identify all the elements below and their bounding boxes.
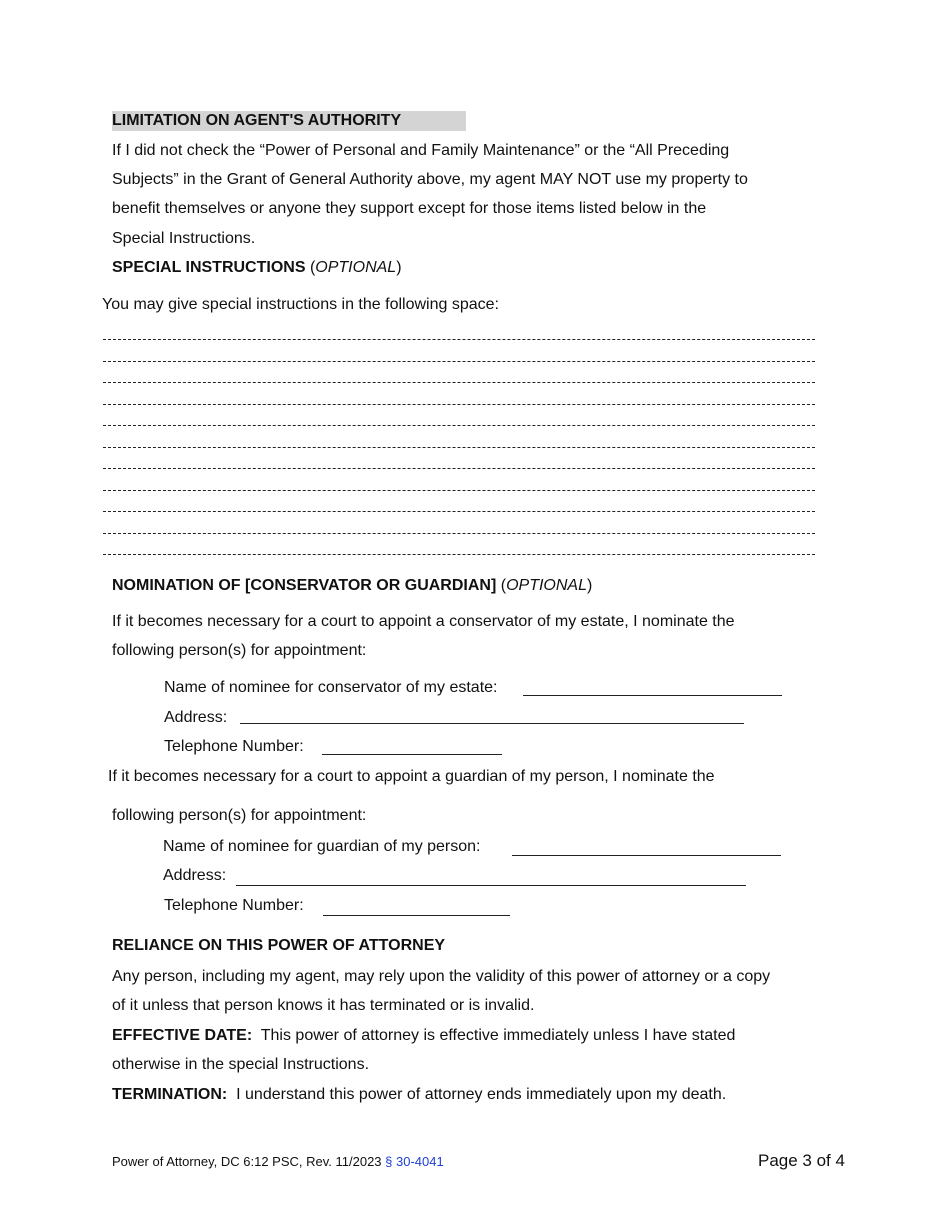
conservator-address-field[interactable] (240, 723, 744, 724)
page-number: Page 3 of 4 (758, 1151, 845, 1170)
special-instructions-line-10[interactable] (103, 533, 815, 534)
special-instructions-line-8[interactable] (103, 490, 815, 491)
guardian-intro-line: If it becomes necessary for a court to appoint a guardian of my person, I nominate the (108, 768, 715, 785)
effective-date-label: EFFECTIVE DATE: (112, 1027, 253, 1044)
effective-date-text: This power of attorney is effective immediately unless I have stated (252, 1027, 736, 1044)
special-instructions-line-4[interactable] (103, 404, 815, 405)
limitation-heading: LIMITATION ON AGENT'S AUTHORITY (112, 111, 466, 131)
limitation-text-line: benefit themselves or anyone they support except for those items listed below in the (112, 200, 707, 217)
limitation-text-line: Special Instructions. (112, 230, 256, 247)
special-open-paren: ( (305, 259, 316, 276)
limitation-text-line: If I did not check the “Power of Personal and Family Maintenance” or the “All Preceding (112, 142, 730, 159)
special-instructions-line-11[interactable] (103, 554, 815, 555)
special-instructions-line-7[interactable] (103, 468, 815, 469)
termination-text: I understand this power of attorney ends immediately upon my death. (227, 1086, 727, 1103)
guardian-address-field[interactable] (236, 885, 746, 886)
guardian-address-label: Address: (163, 867, 227, 884)
guardian-intro-line: following person(s) for appointment: (112, 807, 367, 824)
nomination-heading (112, 576, 592, 596)
conservator-address-label: Address: (164, 709, 228, 726)
special-close-paren: ) (396, 259, 402, 276)
conservator-intro-line: following person(s) for appointment: (112, 642, 367, 659)
conservator-phone-label: Telephone Number: (164, 738, 304, 755)
special-heading-text: SPECIAL INSTRUCTIONS (112, 259, 306, 276)
conservator-name-label: Name of nominee for conservator of my estate: (164, 679, 498, 696)
limitation-text-line: Subjects” in the Grant of General Authority above, my agent MAY NOT use my property to (112, 171, 748, 188)
reliance-heading: RELIANCE ON THIS POWER OF ATTORNEY (112, 937, 446, 954)
nomination-optional-tag: OPTIONAL (506, 577, 587, 594)
effective-date-line-2: otherwise in the special Instructions. (112, 1056, 370, 1073)
special-optional-tag: OPTIONAL (315, 259, 397, 276)
footer-form-text: Power of Attorney, DC 6:12 PSC, Rev. 11/2023 (112, 1154, 386, 1169)
guardian-name-label: Name of nominee for guardian of my person: (163, 838, 481, 855)
statute-link[interactable]: § 30-4041 (385, 1154, 444, 1169)
conservator-phone-field[interactable] (322, 754, 502, 755)
guardian-phone-field[interactable] (323, 915, 510, 916)
special-instructions-line-3[interactable] (103, 382, 815, 383)
termination-label: TERMINATION: (112, 1086, 228, 1103)
reliance-text-line: Any person, including my agent, may rely upon the validity of this power of attorney or a copy (112, 968, 771, 985)
conservator-intro-line: If it becomes necessary for a court to appoint a conservator of my estate, I nominate the (112, 613, 735, 630)
guardian-name-field[interactable] (512, 855, 781, 856)
reliance-text-line: of it unless that person knows it has terminated or is invalid. (112, 997, 535, 1014)
nomination-close-paren: ) (586, 577, 593, 594)
termination-line (112, 1085, 726, 1105)
conservator-name-field[interactable] (523, 695, 782, 696)
effective-date-line (112, 1026, 735, 1046)
special-instructions-heading (112, 258, 402, 278)
special-instructions-line-6[interactable] (103, 447, 815, 448)
nomination-open-paren: ( (496, 577, 507, 594)
guardian-phone-label: Telephone Number: (164, 897, 304, 914)
special-instructions-line-2[interactable] (103, 361, 815, 362)
special-instructions-line-5[interactable] (103, 425, 815, 426)
nomination-heading-text: NOMINATION OF [CONSERVATOR OR GUARDIAN] (112, 577, 497, 594)
special-instructions-line-1[interactable] (103, 339, 815, 340)
special-instructions-line-9[interactable] (103, 511, 815, 512)
footer-form-id (112, 1152, 444, 1172)
special-instructions-prompt: You may give special instructions in the following space: (102, 296, 499, 313)
